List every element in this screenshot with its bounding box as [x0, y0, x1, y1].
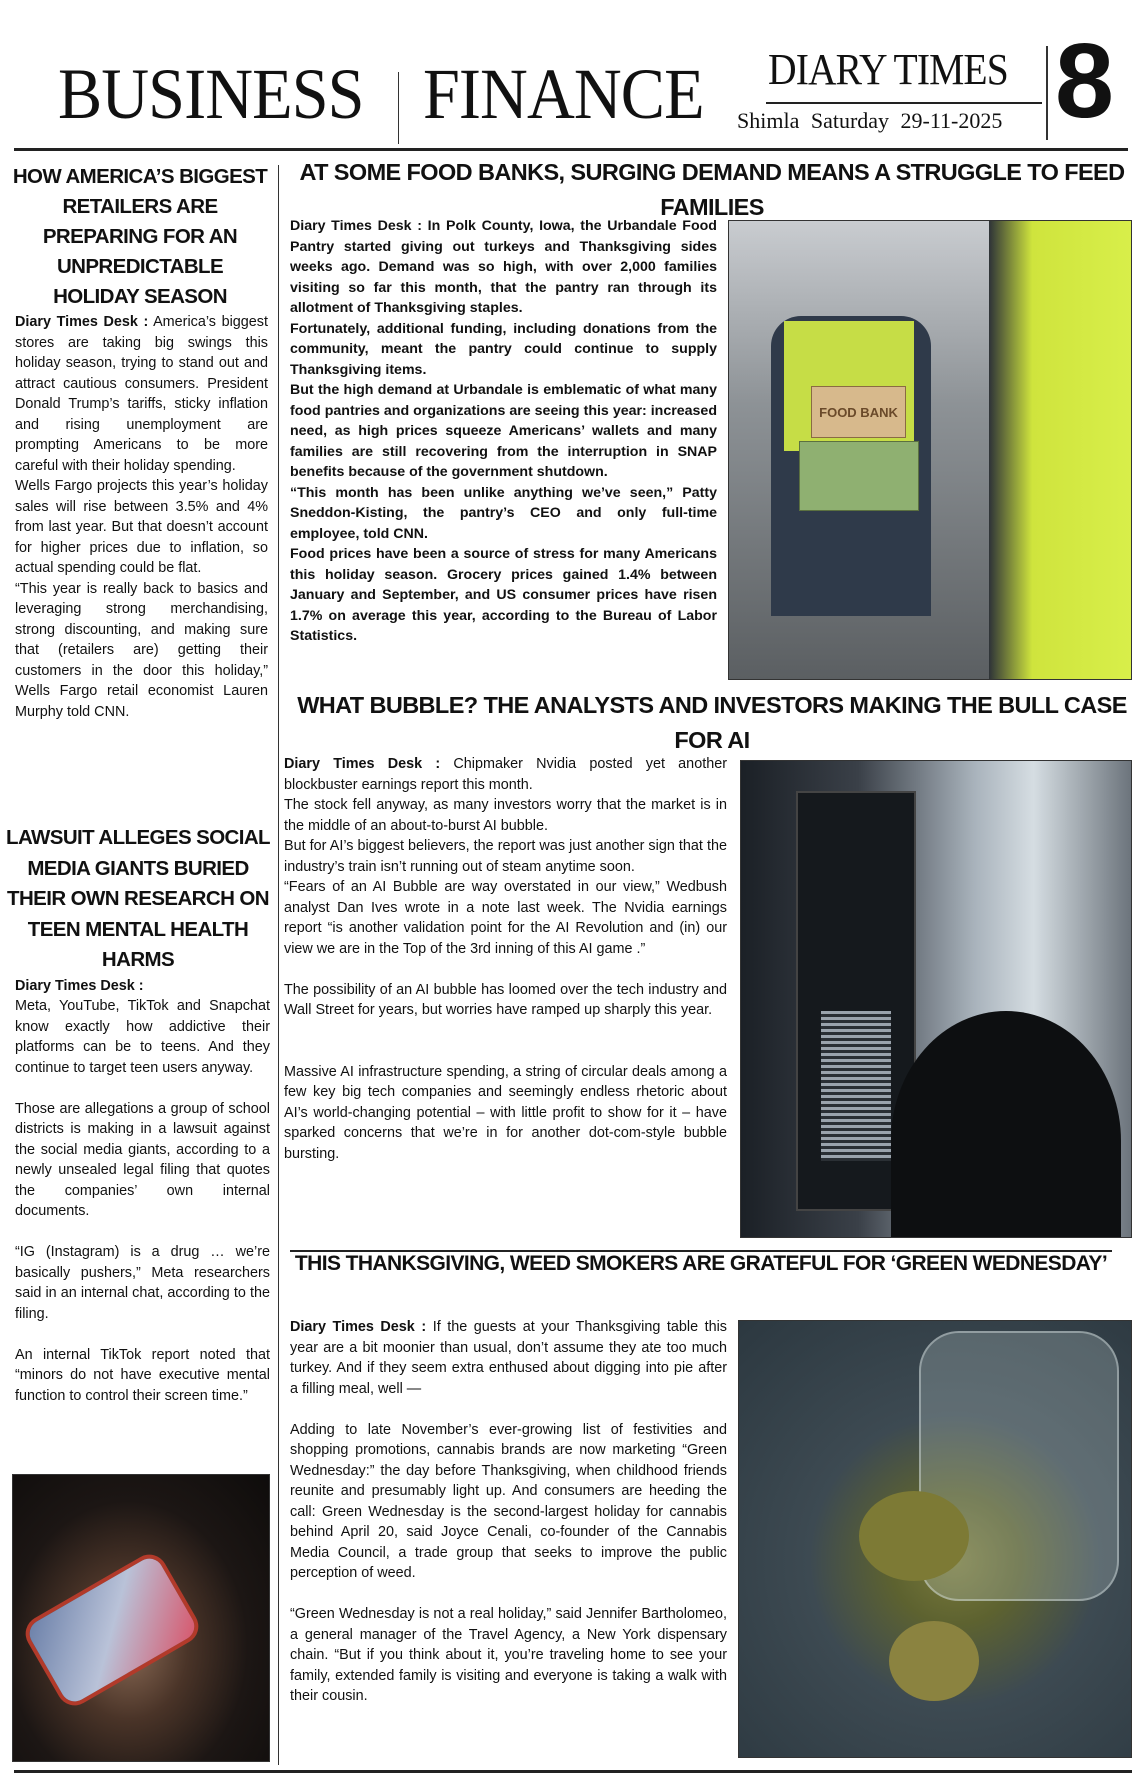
paragraph: Meta, YouTube, TikTok and Snapchat know exactly how addictive their platforms can be to teens. And they continue to target teen users anyway.: [15, 998, 270, 1076]
desk-label: Diary Times Desk :: [284, 756, 441, 772]
food-bank-box: FOOD BANK: [811, 386, 906, 438]
desk-label: Diary Times Desk :: [15, 977, 144, 994]
paragraph: If the guests at your Thanksgiving table this year are a bit moonier than usual, don’t assume they ate too much turkey. And if they seem extra enthused about digging into pie after a filling meal, well —: [290, 1319, 728, 1397]
headline-green-wednesday: THIS THANKSGIVING, WEED SMOKERS ARE GRATEFUL FOR ‘GREEN WEDNESDAY’: [294, 1252, 1108, 1275]
article-ai-bubble: [284, 754, 727, 1164]
cannabis-bud: [889, 1621, 979, 1701]
rack-grille: [821, 1011, 891, 1161]
silhouette: [891, 1011, 1121, 1238]
cannabis-photo: [738, 1320, 1132, 1758]
paragraph: Massive AI infrastructure spending, a string of circular deals among a few key big tech companies and seemingly endless rhetoric about AI’s world-changing potential – with little profit to show for it – have sparked concerns that we’re in for another dot-com-style bubble bursting.: [284, 1063, 727, 1162]
brand-name: DIARY TIMES: [768, 45, 1008, 94]
paragraph: “This year is really back to basics and leveraging strong merchandising, strong discounting, and making sure that (retailers are) getting their customers in the door this holiday,” Wells Fargo retail economist Lauren Murphy told CNN.: [15, 580, 268, 720]
paragraph: The possibility of an AI bubble has loomed over the tech industry and Wall Street for years, but worries have ramped up sharply this year.: [284, 981, 727, 1018]
date: 29-11-2025: [900, 108, 1003, 133]
masthead-divider: [398, 72, 399, 144]
data-center-photo: [740, 760, 1132, 1238]
desk-label: Diary Times Desk :: [15, 314, 149, 330]
paragraph: “IG (Instagram) is a drug … we’re basically pushers,” Meta researchers said in an internal chat, according to the filing.: [15, 1244, 270, 1322]
section-title-finance: FINANCE: [423, 54, 704, 134]
article-social-media: [6, 823, 270, 1406]
brand-underline: [766, 102, 1042, 104]
smartphone-photo: [12, 1474, 270, 1762]
footer-rule: [14, 1770, 1132, 1773]
headline-food-banks: AT SOME FOOD BANKS, SURGING DEMAND MEANS A STRUGGLE TO FEED FAMILIES: [299, 159, 1125, 220]
paragraph: Chipmaker Nvidia posted yet another blockbuster earnings report this month.: [284, 756, 727, 793]
desk-label: Diary Times Desk :: [290, 1319, 427, 1335]
article-green-wednesday: [290, 1317, 727, 1707]
paragraph: But for AI’s biggest believers, the report was just another sign that the industry’s train isn’t running out of steam anytime soon.: [284, 838, 727, 875]
paragraph: An internal TikTok report noted that “minors do not have executive mental function to control their screen time.”: [15, 1346, 270, 1404]
paragraph: In Polk County, Iowa, the Urbandale Food Pantry started giving out turkeys and Thanksgiving sides weeks ago. Demand was so high, with over 2,000 families visiting so far this month, that the pantry ran through its allotment of Thanksgiving staples.: [290, 218, 717, 316]
article-retailers: [12, 162, 268, 722]
paragraph: Fortunately, additional funding, including donations from the community, meant the pantry could continue to supply Thanksgiving items.: [290, 320, 717, 378]
worker-in-vest: [989, 221, 1132, 680]
page-number-divider: [1046, 46, 1048, 140]
page-number: 8: [1055, 22, 1114, 140]
column-divider: [278, 165, 279, 1765]
paragraph: “This month has been unlike anything we’ve seen,” Patty Sneddon-Kisting, the pantry’s CEO and only full-time employee, told CNN.: [290, 484, 717, 542]
section-title-business: BUSINESS: [58, 54, 364, 134]
paragraph: Adding to late November’s ever-growing list of festivities and shopping promotions, cannabis brands are now marketing “Green Wednesday:” the day before Thanksgiving, when childhood friends reunite and presumably light up. And consumers are heeding the call: Green Wednesday is the second-largest holiday for cannabis behind April 20, said Joyce Cenali, co-founder of the Cannabis Media Council, a trade group that seeks to improve the public perception of weed.: [290, 1421, 727, 1581]
day: Saturday: [810, 108, 890, 133]
headline-ai-bubble: WHAT BUBBLE? THE ANALYSTS AND INVESTORS MAKING THE BULL CASE FOR AI: [297, 692, 1127, 753]
city: Shimla: [737, 108, 800, 133]
food-bank-photo: [728, 220, 1132, 680]
paragraph: Wells Fargo projects this year’s holiday sales will rise between 3.5% and 4% from last year. But that doesn’t account for higher prices due to inflation, so actual spending could be flat.: [15, 478, 268, 576]
paragraph: “Green Wednesday is not a real holiday,” said Jennifer Bartholomeo, a general manager of the Travel Agency, a New York dispensary chain. “But if you think about it, you’re traveling home to see your family, extended family is visiting and everyone is taking a walk with their cousin.: [290, 1606, 727, 1704]
article-food-banks: [290, 216, 717, 647]
headline: HOW AMERICA’S BIGGEST RETAILERS ARE PREPARING FOR AN UNPREDICTABLE HOLIDAY SEASON: [12, 165, 268, 308]
phone-screen: [25, 1554, 200, 1707]
paragraph: But the high demand at Urbandale is emblematic of what many food pantries and organizations are seeing this year: increased need, as high prices squeeze Americans’ wallets and many families are still recovering from the interruption in SNAP benefits because of the government shutdown.: [290, 382, 717, 480]
paragraph: The stock fell anyway, as many investors worry that the market is in the middle of an about-to-burst AI bubble.: [284, 797, 727, 834]
paragraph: “Fears of an AI Bubble are way overstated in our view,” Wedbush analyst Dan Ives wrote in a note last week. The Nvidia earnings report “is another validation point for the AI Revolution and (in) our view we are in the Top of the 3rd inning of this AI game .”: [284, 879, 727, 957]
masthead-rule: [14, 148, 1128, 151]
produce-box: [799, 441, 919, 511]
paragraph: America’s biggest stores are taking big swings this holiday season, trying to stand out and attract cautious consumers. President Donald Trump’s tariffs, sticky inflation and rising unemployment are prompting Americans to be more careful with their holiday spending.: [15, 314, 268, 474]
desk-label: Diary Times Desk :: [290, 218, 422, 234]
dateline: [737, 108, 1002, 134]
paragraph: Those are allegations a group of school districts is making in a lawsuit against the social media giants, according to a newly unsealed legal filing that quotes the companies’ own internal documents.: [15, 1100, 270, 1219]
cannabis-bud: [859, 1491, 969, 1581]
headline: LAWSUIT ALLEGES SOCIAL MEDIA GIANTS BURIED THEIR OWN RESEARCH ON TEEN MENTAL HEALTH HARMS: [6, 826, 270, 971]
paragraph: Food prices have been a source of stress for many Americans this holiday season. Grocery prices gained 1.4% between January and September, and US consumer prices have risen 1.7% on average this year, according to the Bureau of Labor Statistics.: [290, 546, 717, 644]
